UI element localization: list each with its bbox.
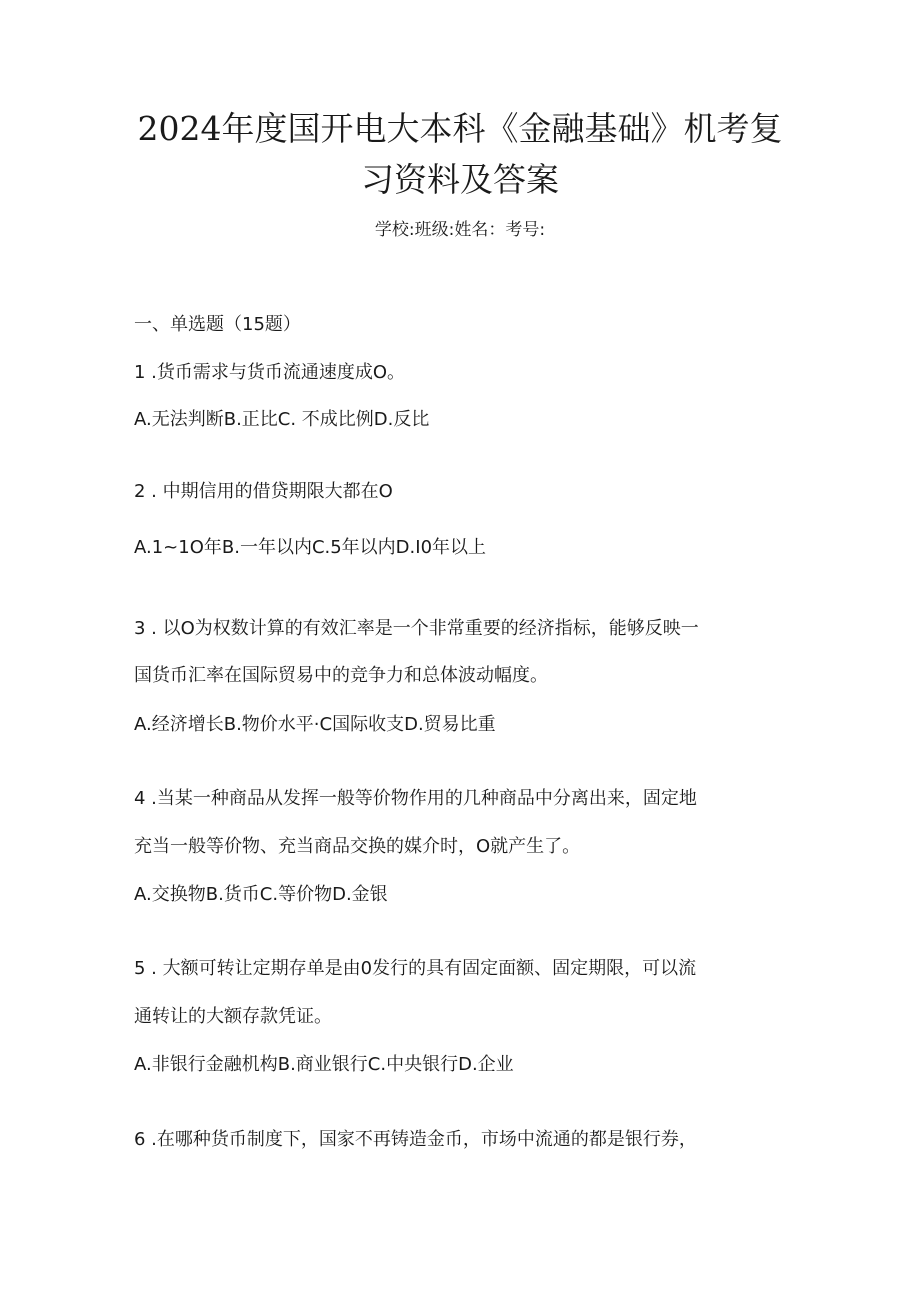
- question-4-options: A.交换物B.货币C.等价物D.金银: [134, 884, 388, 905]
- question-1-options: A.无法判断B.正比C. 不成比例D.反比: [134, 409, 430, 430]
- question-5-options: A.非银行金融机构B.商业银行C.中央银行D.企业: [134, 1054, 514, 1075]
- document-title-line-1: 2024年度国开电大本科《金融基础》机考复: [137, 109, 783, 148]
- question-3-text-line-2: 国货币汇率在国际贸易中的竞争力和总体波动幅度。: [134, 665, 548, 686]
- question-3-text-line-1: 3 . 以O为权数计算的有效汇率是一个非常重要的经济指标，能够反映一: [134, 618, 699, 639]
- question-2-text: 2 . 中期信用的借贷期限大都在O: [134, 481, 393, 502]
- document-title-line-2: 习资料及答案: [361, 160, 559, 199]
- student-info-line: 学校:班级:姓名：考号:: [374, 220, 546, 240]
- question-4-text-line-2: 充当一般等价物、充当商品交换的媒介时，O就产生了。: [134, 836, 581, 857]
- question-4-text-line-1: 4 .当某一种商品从发挥一般等价物作用的几种商品中分离出来，固定地: [134, 788, 697, 809]
- question-5-text-line-1: 5 . 大额可转让定期存单是由0发行的具有固定面额、固定期限，可以流: [134, 958, 697, 979]
- question-6-text-line-1: 6 .在哪种货币制度下，国家不再铸造金币，市场中流通的都是银行券，: [134, 1129, 697, 1150]
- section-heading: 一、单选题（15题）: [134, 314, 301, 335]
- question-2-options: A.1~1O年B.一年以内C.5年以内D.I0年以上: [134, 537, 487, 558]
- question-3-options: A.经济增长B.物价水平·C国际收支D.贸易比重: [134, 714, 496, 735]
- question-1-text: 1 .货币需求与货币流通速度成O。: [134, 362, 406, 383]
- question-5-text-line-2: 通转让的大额存款凭证。: [134, 1006, 332, 1027]
